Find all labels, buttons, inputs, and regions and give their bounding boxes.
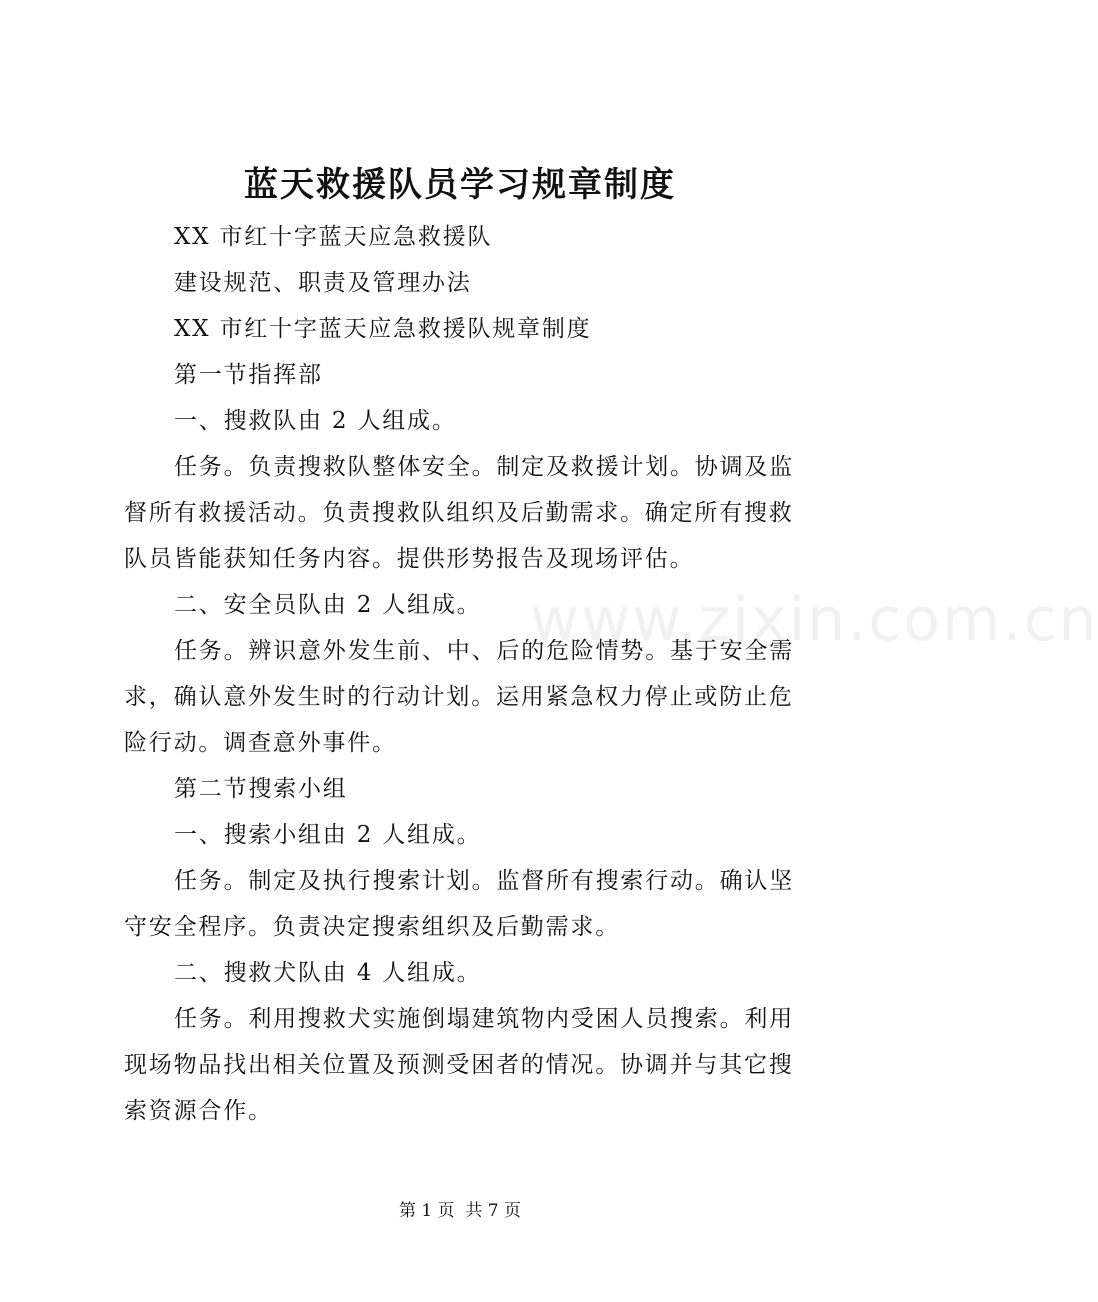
document-title: 蓝天救援队员学习规章制度 (244, 165, 676, 205)
paragraph-item: 一、搜索小组由 2 人组成。 (174, 822, 482, 848)
page-footer (0, 1196, 920, 1226)
page-number-label: 第 1 页 共 7 页 (398, 1201, 522, 1221)
paragraph-task: 任务。利用搜救犬实施倒塌建筑物内受困人员搜索。利用现场物品找出相关位置及预测受困者的情况。协调并与其它搜索资源合作。 (124, 1006, 794, 1124)
paragraph-item: 一、搜救队由 2 人组成。 (174, 408, 457, 434)
paragraph-subtitle: 建设规范、职责及管理办法 (174, 270, 472, 296)
paragraph-task: 任务。制定及执行搜索计划。监督所有搜索行动。确认坚守安全程序。负责决定搜索组织及后勤需求。 (124, 868, 794, 940)
paragraph-rules-title: XX 市红十字蓝天应急救援队规章制度 (174, 316, 592, 342)
watermark: www.zixin.com.cn (530, 585, 1098, 655)
paragraph-org-name: XX 市红十字蓝天应急救援队 (174, 224, 493, 250)
document-body (124, 214, 814, 1134)
paragraph-item: 二、安全员队由 2 人组成。 (174, 592, 482, 618)
paragraph-task: 任务。辨识意外发生前、中、后的危险情势。基于安全需求，确认意外发生时的行动计划。运用紧急权力停止或防止危险行动。调查意外事件。 (124, 638, 794, 756)
section-heading-1: 第一节指挥部 (174, 362, 323, 388)
paragraph-task: 任务。负责搜救队整体安全。制定及救援计划。协调及监督所有救援活动。负责搜救队组织及后勤需求。确定所有搜救队员皆能获知任务内容。提供形势报告及现场评估。 (124, 454, 794, 572)
paragraph-item: 二、搜救犬队由 4 人组成。 (174, 960, 482, 986)
section-heading-2: 第二节搜索小组 (174, 776, 348, 802)
